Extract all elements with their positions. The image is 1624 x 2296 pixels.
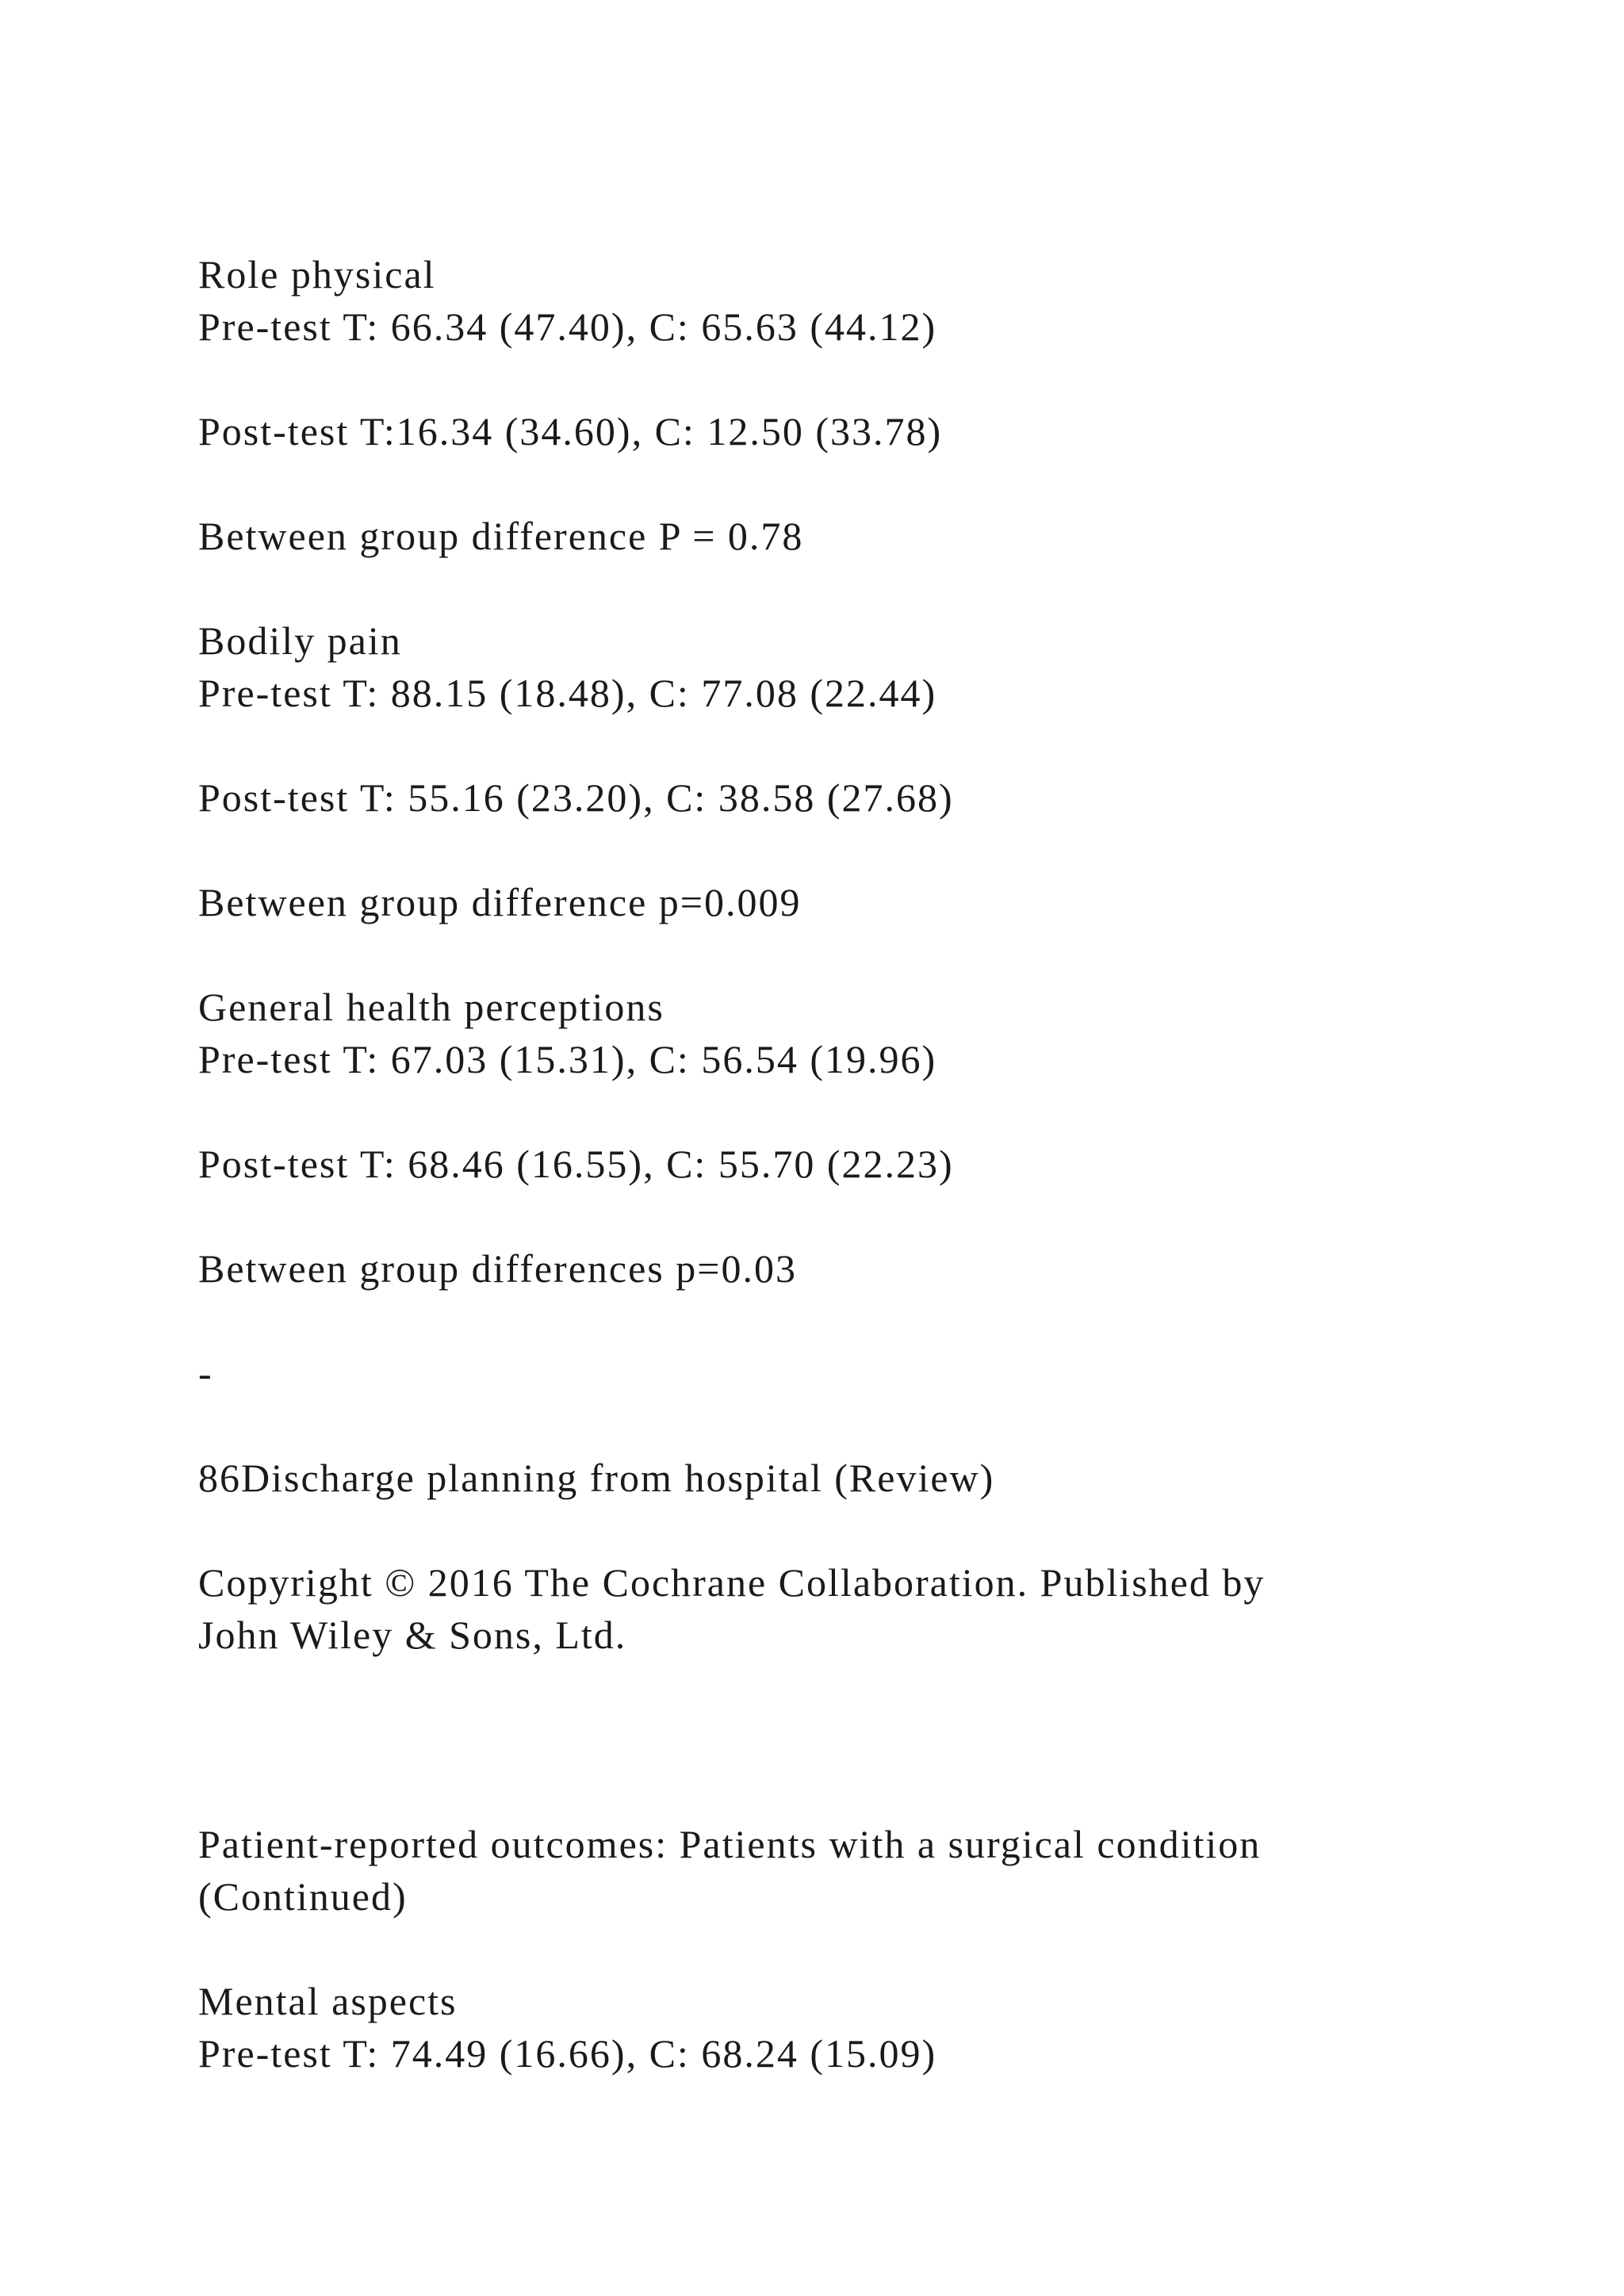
continued-heading-line-2: (Continued) xyxy=(198,1874,408,1919)
role-physical-post-test: Post-test T:16.34 (34.60), C: 12.50 (33.78) xyxy=(198,409,943,453)
general-health-difference: Between group differences p=0.03 xyxy=(198,1246,797,1291)
continued-heading-line-1: Patient-reported outcomes: Patients with a surgical condition xyxy=(198,1822,1262,1866)
section-heading-bodily-pain: Bodily pain xyxy=(198,618,402,663)
section-heading-general-health: General health perceptions xyxy=(198,985,665,1029)
bodily-pain-difference: Between group difference p=0.009 xyxy=(198,880,802,924)
mental-aspects-pre-test: Pre-test T: 74.49 (16.66), C: 68.24 (15.09) xyxy=(198,2031,937,2076)
copyright-line-2: John Wiley & Sons, Ltd. xyxy=(198,1613,627,1657)
page-footer-title: 86Discharge planning from hospital (Review) xyxy=(198,1456,995,1500)
bodily-pain-post-test: Post-test T: 55.16 (23.20), C: 38.58 (27.68) xyxy=(198,775,954,820)
section-heading-role-physical: Role physical xyxy=(198,252,436,297)
separator-dash: - xyxy=(198,1351,213,1395)
role-physical-difference: Between group difference P = 0.78 xyxy=(198,514,804,558)
bodily-pain-pre-test: Pre-test T: 88.15 (18.48), C: 77.08 (22.44) xyxy=(198,671,937,715)
role-physical-pre-test: Pre-test T: 66.34 (47.40), C: 65.63 (44.12) xyxy=(198,304,937,349)
general-health-pre-test: Pre-test T: 67.03 (15.31), C: 56.54 (19.96) xyxy=(198,1037,937,1081)
copyright-line-1: Copyright © 2016 The Cochrane Collaboration. Published by xyxy=(198,1560,1266,1605)
general-health-post-test: Post-test T: 68.46 (16.55), C: 55.70 (22.23) xyxy=(198,1142,954,1186)
section-heading-mental-aspects: Mental aspects xyxy=(198,1979,458,2023)
